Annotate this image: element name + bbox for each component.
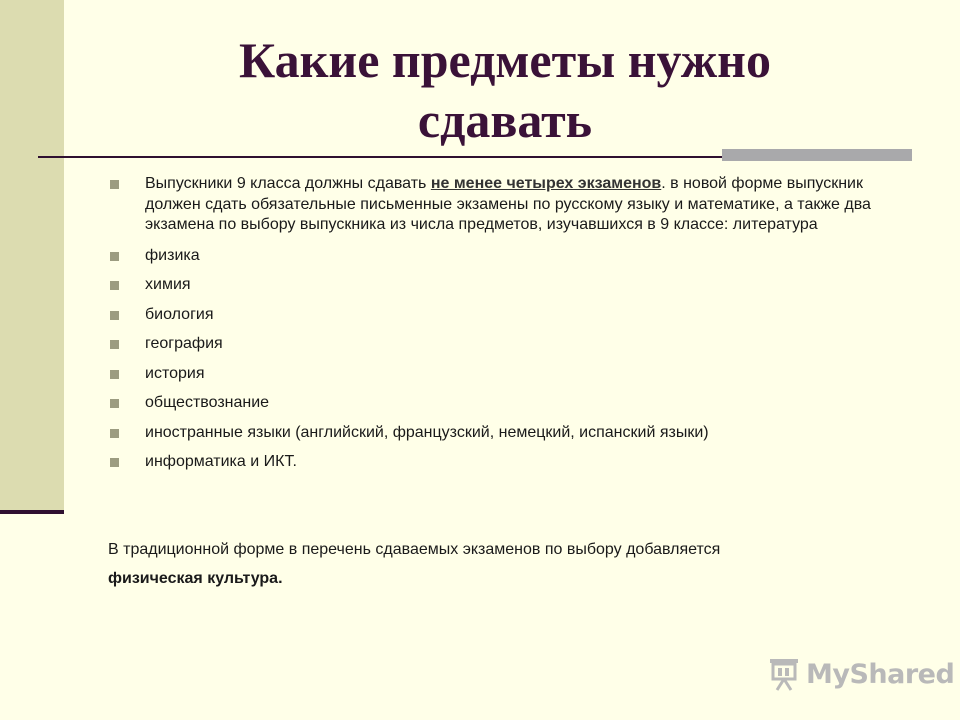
bullet-list: [108, 174, 878, 482]
square-bullet-icon: [110, 180, 119, 189]
square-bullet-icon: [110, 399, 119, 408]
footer-note-line2: физическая культура.: [108, 570, 283, 587]
square-bullet-icon: [110, 458, 119, 467]
list-item: [108, 246, 878, 267]
square-bullet-icon: [110, 340, 119, 349]
list-item-text: география: [145, 335, 223, 352]
square-bullet-icon: [110, 281, 119, 290]
list-item: [108, 305, 878, 326]
footer-note-line1: В традиционной форме в перечень сдаваемых экзаменов по выбору добавляется: [108, 541, 721, 558]
list-item: [108, 393, 878, 414]
bullet-text-part2: . в новой форме выпускник должен сдать обязательные письменные экзамены по русскому языку и математике, а также два экзамена по выбору выпускника из числа предметов, изучавшихся в 9 классе: литература: [145, 175, 871, 233]
bullet-text-part1: Выпускники 9 класса должны сдавать: [145, 175, 431, 192]
list-item-text: физика: [145, 246, 200, 264]
square-bullet-icon: [110, 429, 119, 438]
list-item-text: химия: [145, 276, 191, 293]
watermark-text: MyShared: [806, 658, 955, 690]
list-item-text: обществознание: [145, 394, 270, 411]
list-item: [108, 423, 878, 444]
list-item-text: биология: [145, 305, 214, 323]
watermark: [768, 654, 954, 694]
list-item-text: история: [145, 364, 205, 382]
presentation-board-icon: [768, 656, 802, 692]
list-item: [108, 364, 878, 385]
left-decorative-band: [0, 0, 64, 511]
footer-note: [108, 538, 908, 591]
list-item: [108, 174, 878, 236]
square-bullet-icon: [110, 252, 119, 261]
list-item: [108, 334, 878, 355]
list-item: [108, 452, 878, 473]
square-bullet-icon: [110, 370, 119, 379]
list-item-text: иностранные языки (английский, французский, немецкий, испанский языки): [145, 423, 709, 441]
title-rule-accent: [722, 149, 912, 161]
slide-title: Какие предметы нужно сдавать: [239, 32, 771, 148]
square-bullet-icon: [110, 311, 119, 320]
bullet-emphasis: не менее четырех экзаменов: [430, 175, 662, 192]
list-item: [108, 275, 878, 296]
left-band-bottom-rule: [0, 510, 64, 514]
list-item-text: информатика и ИКТ.: [145, 453, 297, 470]
